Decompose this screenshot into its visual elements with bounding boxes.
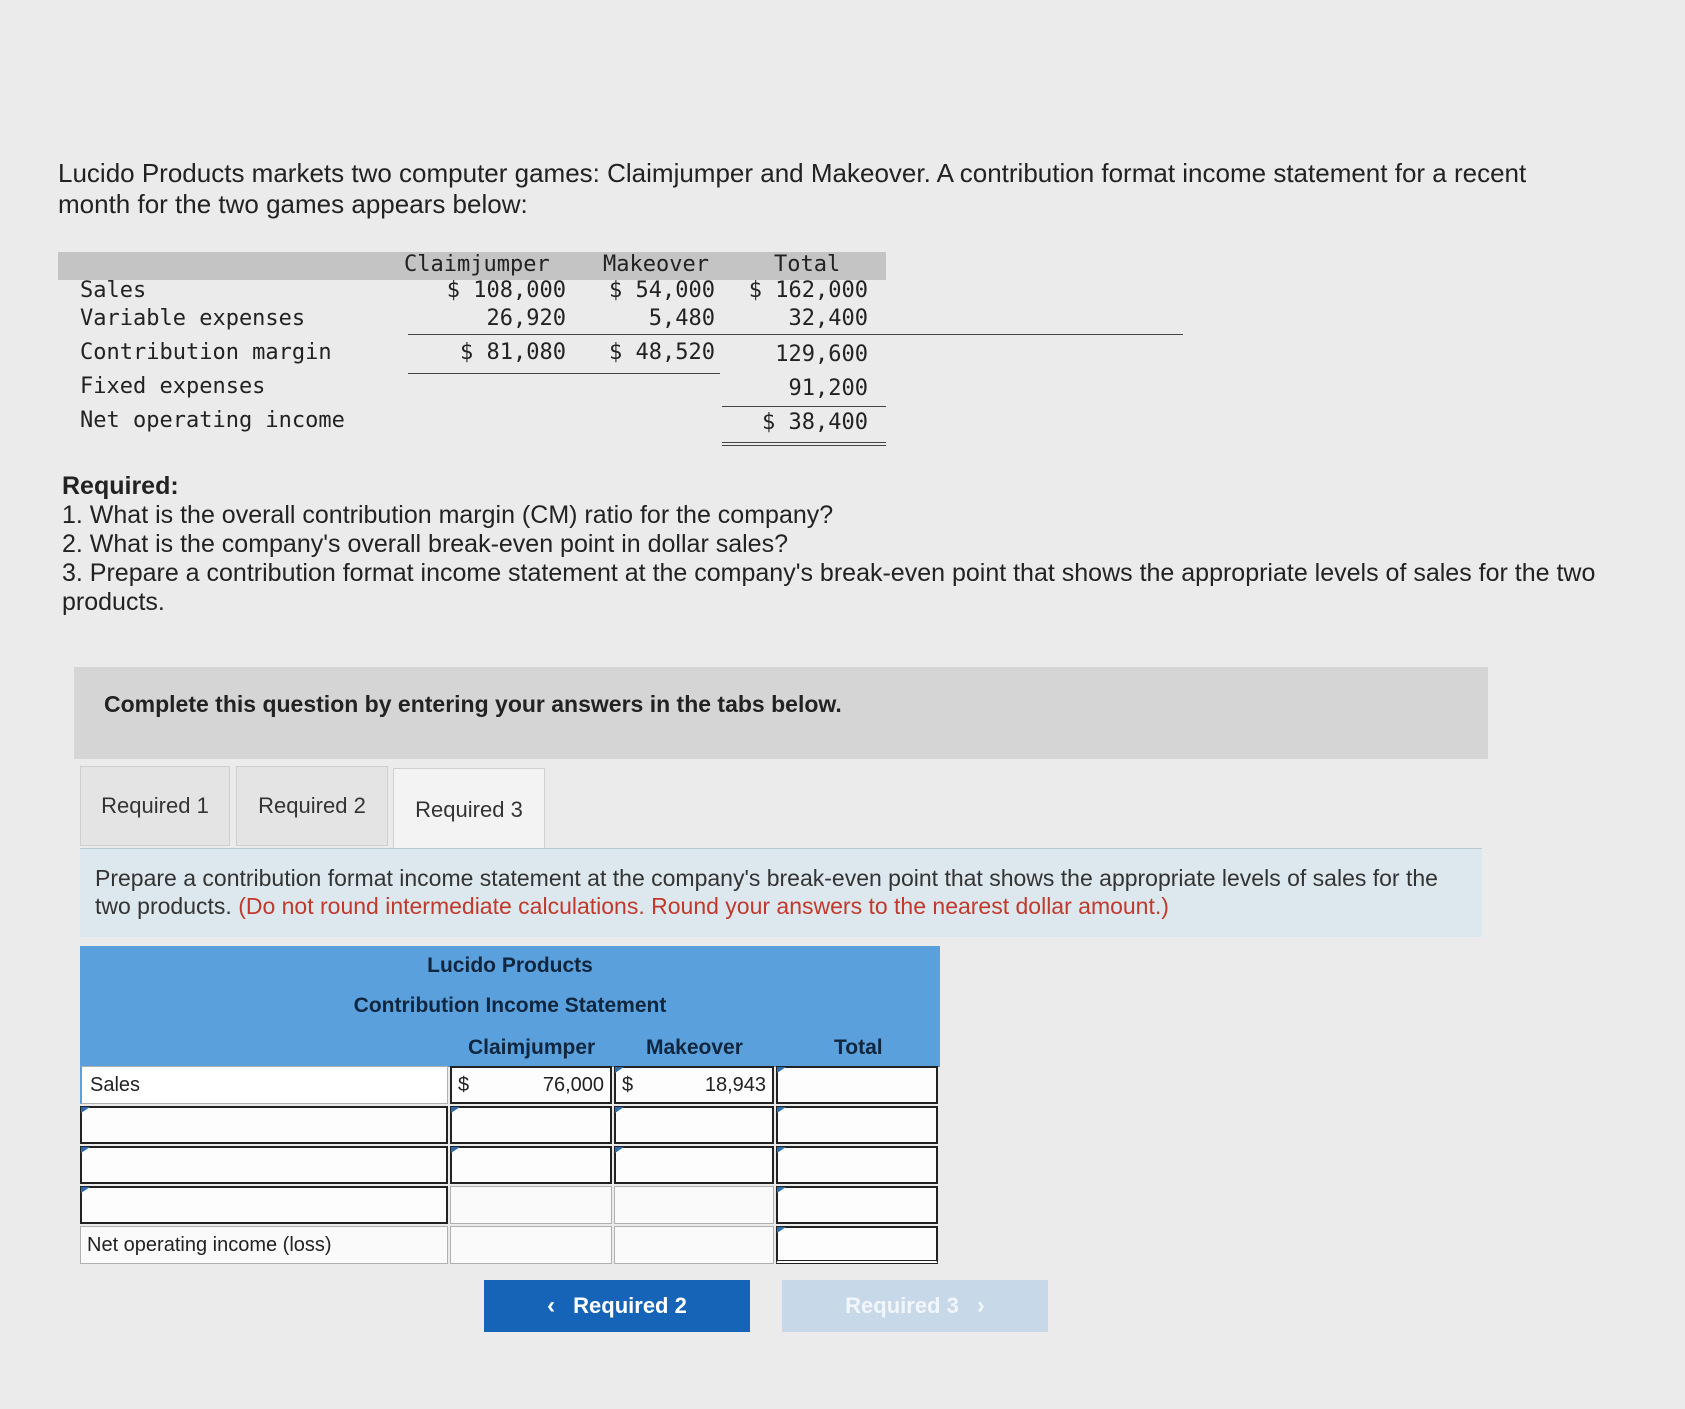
line-item-label-input[interactable] bbox=[80, 1146, 448, 1184]
input-marker bbox=[81, 1107, 90, 1113]
cm-claimjumper: $ 81,080 bbox=[460, 340, 566, 365]
sales-makeover-value: 18,943 bbox=[704, 1073, 766, 1096]
instruction-rounding: (Do not round intermediate calculations. Round your answers to the nearest dollar amount.) bbox=[238, 893, 1169, 919]
fixed-total: 91,200 bbox=[788, 376, 868, 401]
dollar-sign: $ bbox=[458, 1073, 470, 1096]
input-marker bbox=[777, 1227, 786, 1233]
tab-required-3[interactable]: Required 3 bbox=[393, 768, 545, 850]
required-item-1: 1. What is the overall contribution margin (CM) ratio for the company? bbox=[62, 501, 834, 529]
prev-button-label: Required 2 bbox=[573, 1293, 687, 1318]
claimjumper-cell bbox=[450, 1186, 612, 1224]
noi-total-input[interactable] bbox=[776, 1226, 938, 1264]
sales-makeover-input[interactable] bbox=[614, 1066, 774, 1104]
input-marker bbox=[615, 1067, 624, 1073]
claimjumper-input[interactable] bbox=[450, 1146, 612, 1184]
makeover-input[interactable] bbox=[614, 1106, 774, 1144]
table-row bbox=[80, 1146, 940, 1184]
rule-cm bbox=[408, 373, 720, 374]
row-label-sales: Sales bbox=[80, 278, 147, 303]
cm-makeover: $ 48,520 bbox=[609, 340, 715, 365]
row-label-cm: Contribution margin bbox=[80, 340, 332, 365]
sales-claimjumper-value: 76,000 bbox=[542, 1073, 604, 1096]
row-label-noi: Net operating income bbox=[80, 408, 345, 433]
line-item-label-input[interactable] bbox=[80, 1106, 448, 1144]
table-row bbox=[80, 1066, 940, 1104]
variable-total: 32,400 bbox=[788, 306, 868, 331]
col-total-header: Total bbox=[834, 1036, 883, 1059]
sales-total: $ 162,000 bbox=[748, 278, 868, 303]
sales-makeover: $ 54,000 bbox=[609, 278, 715, 303]
sales-claimjumper-input[interactable] bbox=[450, 1066, 612, 1104]
rule bbox=[408, 334, 1183, 335]
variable-claimjumper: 26,920 bbox=[486, 306, 566, 331]
required-title: Required: bbox=[62, 472, 179, 500]
next-required-3-button[interactable] bbox=[782, 1280, 1048, 1332]
prev-required-2-button[interactable] bbox=[484, 1280, 750, 1332]
instruction-main: Prepare a contribution format income statement at the company's break-even point that shows the appropriate levels of sales for the two products. bbox=[95, 865, 1438, 919]
given-income-statement bbox=[58, 252, 888, 452]
noi-total: $ 38,400 bbox=[762, 410, 868, 435]
total-input[interactable] bbox=[776, 1106, 938, 1144]
banner-text: Complete this question by entering your answers in the tabs below. bbox=[104, 691, 842, 717]
input-marker bbox=[81, 1147, 90, 1153]
tab-required-2[interactable]: Required 2 bbox=[236, 766, 388, 846]
table-row bbox=[80, 1186, 940, 1224]
company-name: Lucido Products bbox=[80, 946, 940, 987]
input-marker bbox=[615, 1147, 624, 1153]
line-item-label-input[interactable] bbox=[80, 1186, 448, 1224]
input-marker bbox=[451, 1107, 460, 1113]
input-marker bbox=[777, 1147, 786, 1153]
total-input[interactable] bbox=[776, 1146, 938, 1184]
double-rule bbox=[722, 442, 886, 446]
statement-title: Contribution Income Statement bbox=[80, 986, 940, 1027]
rule-fixed bbox=[722, 406, 886, 407]
sales-claimjumper: $ 108,000 bbox=[446, 278, 566, 303]
input-marker bbox=[451, 1147, 460, 1153]
sales-label: Sales bbox=[80, 1066, 448, 1104]
required-item-2: 2. What is the company's overall break-even point in dollar sales? bbox=[62, 530, 788, 558]
required-item-3: 3. Prepare a contribution format income statement at the company's break-even point that shows the appropriate levels of sales for the two products. bbox=[62, 559, 1596, 616]
makeover-cell bbox=[614, 1186, 774, 1224]
tab-required-1[interactable]: Required 1 bbox=[80, 766, 230, 846]
claimjumper-input[interactable] bbox=[450, 1106, 612, 1144]
instruction-banner bbox=[74, 667, 1488, 759]
dollar-sign: $ bbox=[622, 1073, 634, 1096]
next-button-label: Required 3 bbox=[845, 1293, 959, 1318]
input-marker bbox=[777, 1067, 786, 1073]
col-claimjumper: Claimjumper bbox=[404, 252, 550, 277]
col-makeover: Makeover bbox=[603, 252, 709, 277]
required-section bbox=[62, 472, 1622, 617]
total-input[interactable] bbox=[776, 1186, 938, 1224]
input-marker bbox=[81, 1187, 90, 1193]
chevron-left-icon: ‹ bbox=[547, 1292, 556, 1319]
col-claimjumper-header: Claimjumper bbox=[468, 1036, 596, 1059]
column-headers bbox=[80, 1026, 940, 1067]
noi-makeover-cell bbox=[614, 1226, 774, 1264]
problem-intro: Lucido Products markets two computer games: Claimjumper and Makeover. A contribution format income statement for a recent month for the two games appears below: bbox=[58, 158, 1527, 219]
row-label-variable: Variable expenses bbox=[80, 306, 306, 331]
col-makeover-header: Makeover bbox=[646, 1036, 743, 1059]
instruction-panel bbox=[80, 848, 1482, 937]
input-marker bbox=[615, 1107, 624, 1113]
variable-makeover: 5,480 bbox=[648, 306, 715, 331]
table-row bbox=[80, 1226, 940, 1264]
input-marker bbox=[777, 1187, 786, 1193]
cm-total: 129,600 bbox=[775, 342, 868, 367]
table-row bbox=[80, 1106, 940, 1144]
noi-label: Net operating income (loss) bbox=[80, 1226, 448, 1264]
col-total: Total bbox=[774, 252, 841, 277]
input-marker bbox=[777, 1107, 786, 1113]
noi-claimjumper-cell bbox=[450, 1226, 612, 1264]
row-label-fixed: Fixed expenses bbox=[80, 374, 266, 399]
instruction-text bbox=[95, 864, 1475, 920]
makeover-input[interactable] bbox=[614, 1146, 774, 1184]
chevron-right-icon: › bbox=[976, 1292, 985, 1319]
sales-total-input[interactable] bbox=[776, 1066, 938, 1104]
